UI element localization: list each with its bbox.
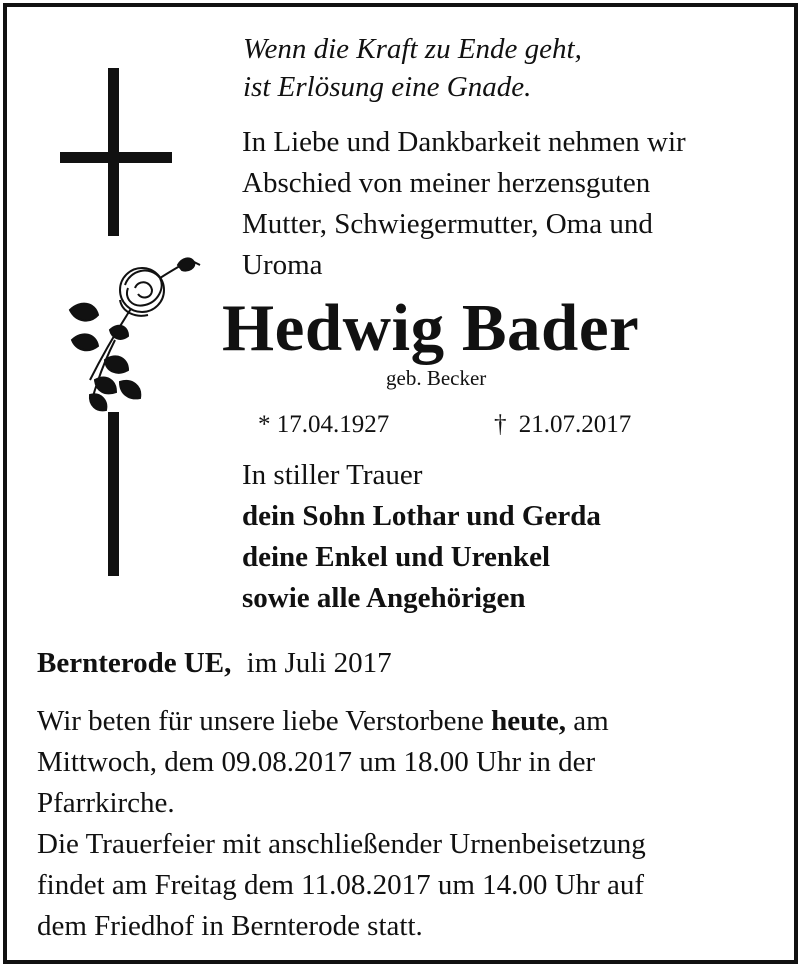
intro-line: Mutter, Schwiegermutter, Oma und (242, 208, 653, 240)
place: Bernterode UE, (37, 647, 232, 679)
mourners-heading: In stiller Trauer (242, 459, 423, 491)
details-emphasis: heute, (491, 705, 566, 737)
details-line: findet am Freitag dem 11.08.2017 um 14.00 Uhr auf (37, 869, 645, 901)
details-line: Die Trauerfeier mit anschließender Urnenbeisetzung (37, 828, 646, 860)
death-date: 21.07.2017 (518, 411, 632, 438)
motto (243, 30, 582, 106)
mourner-line: deine Enkel und Urenkel (242, 541, 551, 573)
details-line (37, 701, 646, 742)
service-details (37, 701, 646, 947)
mourner-line: sowie alle Angehörigen (242, 582, 526, 614)
place-date (37, 647, 392, 680)
deceased-name: Hedwig Bader (222, 291, 640, 365)
intro-text (242, 122, 686, 286)
details-line: Pfarrkirche. (37, 787, 175, 819)
maiden-name: geb. Becker (386, 366, 487, 390)
details-text: Wir beten für unsere liebe Verstorbene (37, 705, 492, 737)
cross-cross-beam (60, 152, 172, 163)
cross-with-rose-icon (50, 60, 210, 580)
rose-icon (70, 258, 200, 410)
mourners (242, 455, 601, 619)
birth-date: * 17.04.1927 (258, 411, 390, 438)
mourner-line: dein Sohn Lothar und Gerda (242, 500, 601, 532)
motto-line: ist Erlösung eine Gnade. (243, 71, 532, 103)
cross-lower-beam (108, 412, 119, 576)
intro-line: Abschied von meiner herzensguten (242, 167, 651, 199)
intro-line: Uroma (242, 249, 323, 281)
motto-line: Wenn die Kraft zu Ende geht, (243, 33, 582, 65)
details-text: am (565, 705, 609, 737)
details-line: Mittwoch, dem 09.08.2017 um 18.00 Uhr in der (37, 746, 596, 778)
intro-line: In Liebe und Dankbarkeit nehmen wir (242, 126, 686, 158)
dagger-icon: † (494, 411, 507, 438)
death-date-row (494, 411, 631, 439)
date: im Juli 2017 (246, 647, 392, 679)
details-line: dem Friedhof in Bernterode statt. (37, 910, 423, 942)
